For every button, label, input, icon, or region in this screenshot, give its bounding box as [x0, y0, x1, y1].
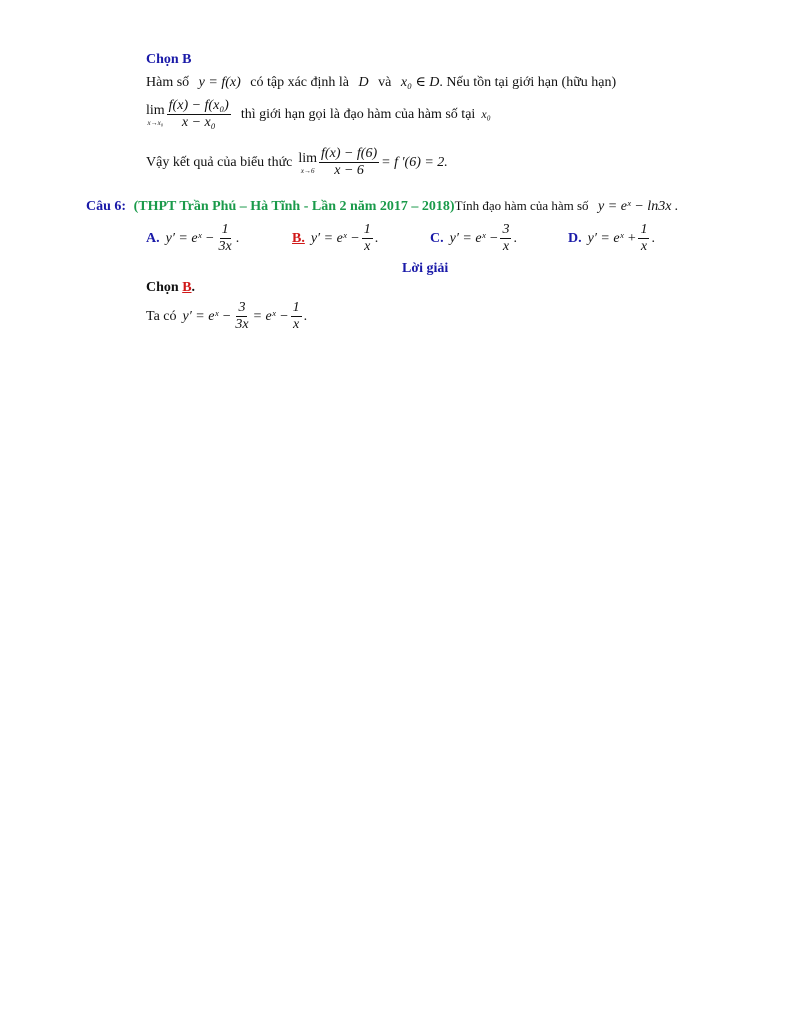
option-b-tail: . [374, 230, 379, 246]
option-b-expression: y′ = eˣ − [310, 230, 360, 246]
result-limit-operator [298, 151, 317, 175]
solution-fraction-2-numerator: 1 [292, 300, 300, 315]
option-c-fraction [500, 222, 511, 255]
chon-b-heading: Chọn B [146, 52, 192, 67]
solution-expression-1: y′ = eˣ − [182, 308, 232, 324]
definition-line-1 [146, 74, 616, 91]
solution-choice [146, 280, 195, 296]
result-fraction [319, 146, 379, 179]
option-a-tail: . [235, 230, 240, 246]
question-6 [86, 198, 678, 215]
option-c-denominator: x [502, 239, 510, 254]
solution-fraction-1 [233, 300, 250, 333]
option-b-fraction [362, 222, 373, 255]
question-function: y = eˣ − ln3x . [598, 199, 679, 214]
result-prefix: Vậy kết quả của biểu thức [146, 154, 293, 170]
result-equals: = f ′(6) = 2. [381, 154, 448, 170]
question-label: Câu 6: [86, 199, 127, 214]
option-d [568, 222, 655, 255]
option-d-numerator: 1 [640, 222, 648, 237]
definition-domain: D [358, 75, 369, 90]
solution-choice-prefix: Chọn [146, 280, 179, 295]
result-fraction-numerator: f(x) − f(6) [321, 146, 378, 161]
definition-line-2 [146, 98, 491, 131]
limit-operator [146, 103, 165, 127]
fraction-denominator: x − x₀ [181, 115, 216, 130]
option-d-tail: . [651, 230, 655, 246]
option-a-letter: A. [146, 230, 160, 246]
solution-expression-2: = eˣ − [252, 308, 289, 324]
option-c-tail: . [513, 230, 517, 246]
option-d-letter: D. [568, 230, 582, 246]
option-b-denominator: x [364, 239, 371, 254]
solution-choice-letter: B [182, 280, 192, 295]
option-a [146, 222, 239, 255]
option-c-letter: C. [430, 230, 444, 246]
option-a-denominator: 3x [218, 239, 232, 254]
definition-condition: x₀ ∈ D [400, 75, 440, 90]
option-a-fraction [216, 222, 233, 255]
limit-subscript: x→x₀ [147, 118, 164, 127]
option-c-numerator: 3 [502, 222, 510, 237]
option-a-expression: y′ = eˣ − [165, 230, 215, 246]
option-b-letter: B. [292, 230, 305, 246]
definition-mid: có tập xác định là [250, 75, 350, 90]
result-limit-word: lim [298, 150, 318, 166]
limit-word: lim [146, 102, 165, 118]
question-prompt: Tính đạo hàm của hàm số [454, 198, 589, 213]
solution-fraction-1-numerator: 3 [238, 300, 246, 315]
definition-and: và [378, 75, 392, 90]
question-source: (THPT Trần Phú – Hà Tĩnh - Lần 2 năm 2017 – 2018) [133, 199, 455, 214]
result-line [146, 146, 448, 179]
definition-function: y = f(x) [198, 75, 241, 90]
result-limit-subscript: x→6 [300, 166, 315, 175]
solution-tail: . [303, 308, 308, 324]
option-d-fraction [638, 222, 649, 255]
difference-quotient [167, 98, 231, 131]
option-d-expression: y′ = eˣ + [587, 230, 637, 246]
option-b [292, 222, 378, 255]
option-a-numerator: 1 [221, 222, 229, 237]
solution-choice-dot: . [191, 280, 196, 295]
solution-fraction-2 [291, 300, 302, 333]
option-c [430, 222, 517, 255]
option-c-expression: y′ = eˣ − [449, 230, 499, 246]
option-b-numerator: 1 [363, 222, 371, 237]
fraction-numerator: f(x) − f(x₀) [168, 98, 229, 113]
solution-ta-co: Ta có [146, 308, 177, 324]
option-d-denominator: x [640, 239, 648, 254]
definition-point: x₀ [481, 107, 491, 121]
definition-prefix: Hàm số [146, 75, 190, 90]
definition-suffix: . Nếu tồn tại giới hạn (hữu hạn) [439, 75, 617, 90]
solution-derivation [146, 300, 307, 333]
result-fraction-denominator: x − 6 [334, 163, 364, 178]
definition-line2-text: thì giới hạn gọi là đạo hàm của hàm số tại [240, 106, 476, 122]
solution-fraction-1-denominator: 3x [235, 317, 249, 332]
solution-fraction-2-denominator: x [293, 317, 300, 332]
solution-heading: Lời giải [402, 261, 449, 276]
